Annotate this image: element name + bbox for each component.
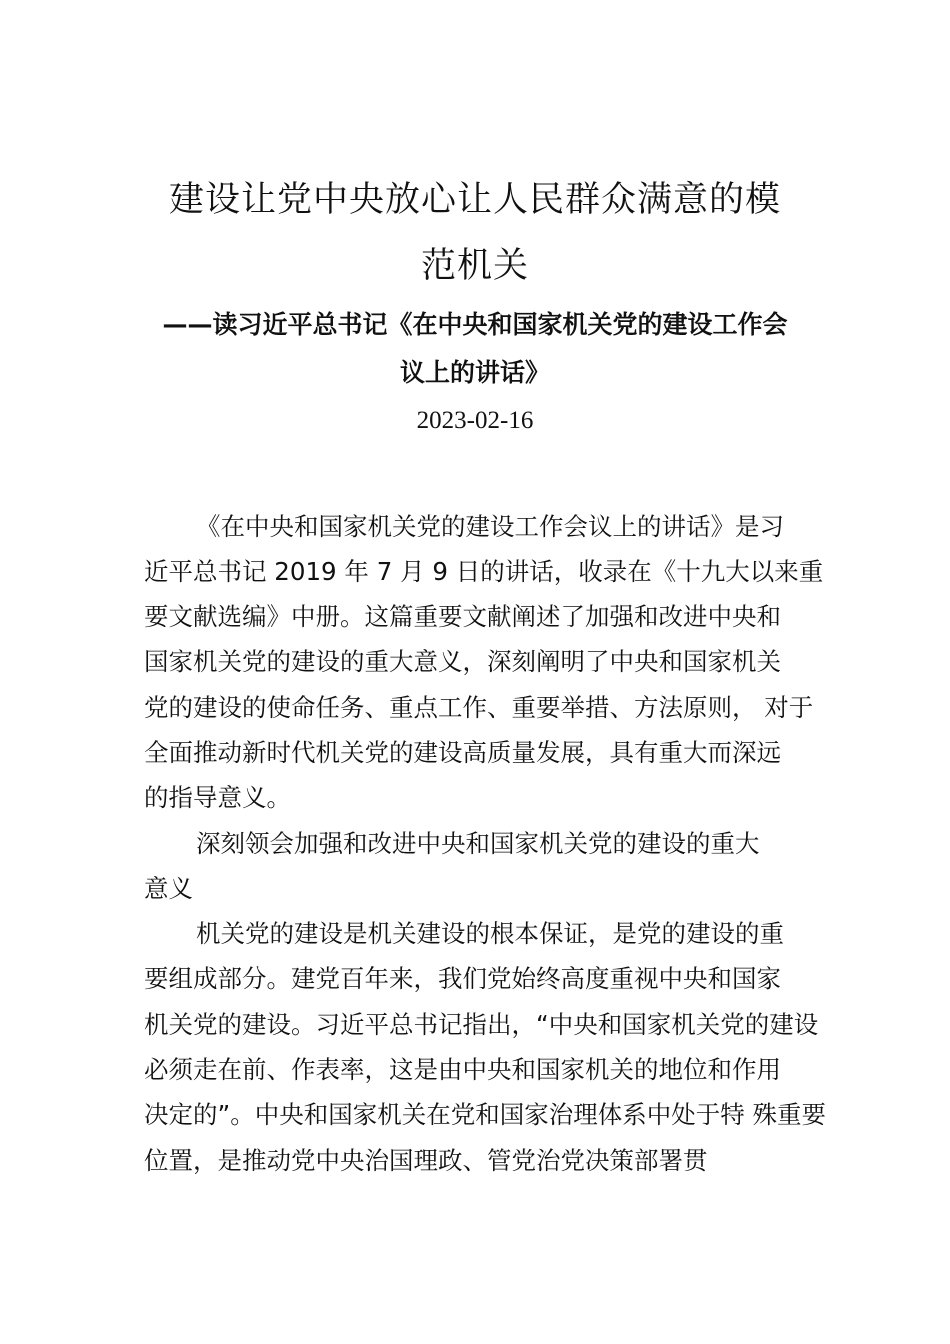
section-heading-line-1: 深刻领会加强和改进中央和国家机关党的建设的重大: [196, 829, 760, 858]
document-subtitle-line-2: 议上的讲话》: [399, 358, 550, 387]
body-line-2: 近平总书记 2019 年 7 月 9 日的讲话，收录在《十九大以来重: [144, 557, 824, 586]
body-line-11: 必须走在前、作表率，这是由中央和国家机关的地位和作用: [144, 1055, 781, 1084]
body-line-6: 全面推动新时代机关党的建设高质量发展，具有重大而深远: [144, 738, 781, 767]
section-heading-line-2: 意义: [144, 874, 193, 903]
body-line-7: 的指导意义。: [144, 783, 291, 812]
document-title-line-1: 建设让党中央放心让人民群众满意的模: [168, 180, 781, 220]
document-title-line-2: 范机关: [420, 246, 529, 286]
publish-date: 2023-02-16: [416, 407, 534, 434]
body-line-9: 要组成部分。建党百年来，我们党始终高度重视中央和国家: [144, 964, 781, 993]
body-line-8: 机关党的建设是机关建设的根本保证，是党的建设的重: [196, 919, 784, 948]
document-subtitle-line-1: ——读习近平总书记《在中央和国家机关党的建设工作会: [162, 310, 788, 339]
body-line-10: 机关党的建设。习近平总书记指出，“中央和国家机关党的建设: [144, 1010, 819, 1039]
body-line-13: 位置，是推动党中央治国理政、管党治党决策部署贯: [144, 1146, 708, 1175]
body-line-3: 要文献选编》中册。这篇重要文献阐述了加强和改进中央和: [144, 602, 781, 631]
body-line-4: 国家机关党的建设的重大意义，深刻阐明了中央和国家机关: [144, 647, 781, 676]
body-line-5: 党的建设的使命任务、重点工作、重要举措、方法原则， 对于: [144, 693, 814, 722]
body-line-12: 决定的”。中央和国家机关在党和国家治理体系中处于特 殊重要: [144, 1100, 826, 1129]
body-line-1: 《在中央和国家机关党的建设工作会议上的讲话》是习: [196, 512, 784, 541]
